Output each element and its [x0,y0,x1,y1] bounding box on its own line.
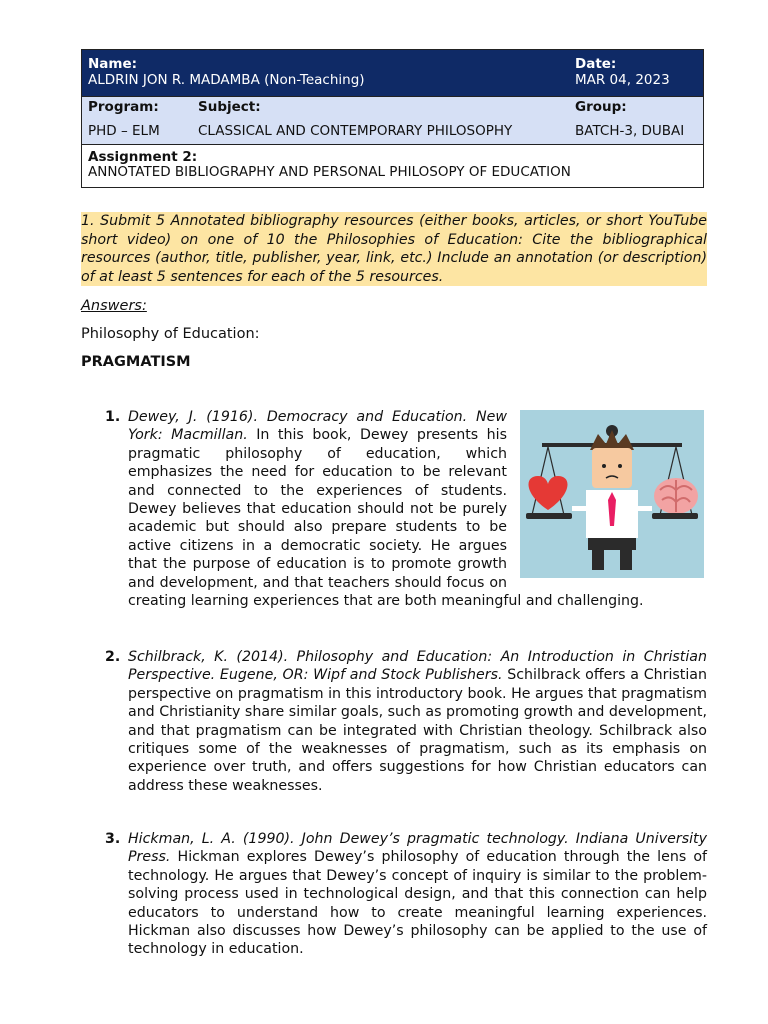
philosophy-label: Philosophy of Education: [81,326,260,342]
reference-citation: Dewey, J. (1916). Democracy and Education. New York: Macmillan. [128,409,507,444]
reference-annotation: In this book, Dewey presents his pragmatic philosophy of education, which emphasizes the need for education to be relevant and connected to the experiences of students. Dewey believes that education should not be purely academic but should also prepare students to be active citizens in a democratic society. He argues that the purpose of education is to promote growth and development, and that teachers should focus on creating learning experiences that are both meaningful and challenging. [128,427,644,610]
reference-text [128,408,707,610]
assignment-label: Assignment 2: [88,149,198,165]
answers-label: Answers: [81,298,147,314]
reference-number: 2. [105,649,121,665]
date-label: Date: [575,56,617,72]
subject-value: CLASSICAL AND CONTEMPORARY PHILOSOPHY [198,123,513,139]
group-value: BATCH-3, DUBAI [575,123,685,139]
header-row-name-date [82,50,703,96]
assignment-value: ANNOTATED BIBLIOGRAPHY AND PERSONAL PHILOSOPY OF EDUCATION [88,164,571,180]
reference-item [105,648,707,795]
reference-annotation: Schilbrack offers a Christian perspective on pragmatism in this introductory book. He argues that pragmatism and Christianity share similar goals, such as promoting growth and development, and that pragmatism can be integrated with Christian theology. Schilbrack also critiques some of the weaknesses of pragmatism, such as its emphasis on experience over truth, and offers suggestions for how Christian educators can address these weaknesses. [128,667,707,794]
reference-number: 1. [105,409,121,425]
program-label: Program: [88,99,159,115]
name-label: Name: [88,56,138,72]
reference-number: 3. [105,831,121,847]
philosophy-heading: PRAGMATISM [81,354,191,370]
reference-text [128,830,707,959]
instructions-highlight: 1. Submit 5 Annotated bibliography resources (either books, articles, or short YouTube short video) on one of 10 the Philosophies of Education: Cite the bibliographical resources (author, title, publisher, year, link, etc.) Include an annotation (or description) of at least 5 sentences for each of the 5 resources. [81,213,707,285]
group-label: Group: [575,99,627,115]
header-table [81,49,704,188]
name-value: ALDRIN JON R. MADAMBA (Non-Teaching) [88,72,365,88]
reference-citation: Schilbrack, K. (2014). Philosophy and Education: An Introduction in Christian Perspective. Eugene, OR: Wipf and Stock Publishers. [128,649,707,684]
reference-item [105,408,707,610]
program-value: PHD – ELM [88,123,160,139]
reference-annotation: Hickman explores Dewey’s philosophy of education through the lens of technology. He argues that Dewey’s concept of inquiry is similar to the problem-solving process used in technological design, and that this connection can help educators to understand how to create meaningful learning experiences. Hickman also discusses how Dewey’s philosophy can be applied to the use of technology in education. [128,849,707,958]
image-spacer [507,408,707,578]
date-value: MAR 04, 2023 [575,72,670,88]
reference-text [128,648,707,795]
reference-item [105,830,707,959]
reference-citation: Hickman, L. A. (1990). John Dewey’s pragmatic technology. Indiana University Press. [128,831,707,866]
header-row-assignment [82,144,703,187]
header-row-program [82,96,703,144]
subject-label: Subject: [198,99,261,115]
